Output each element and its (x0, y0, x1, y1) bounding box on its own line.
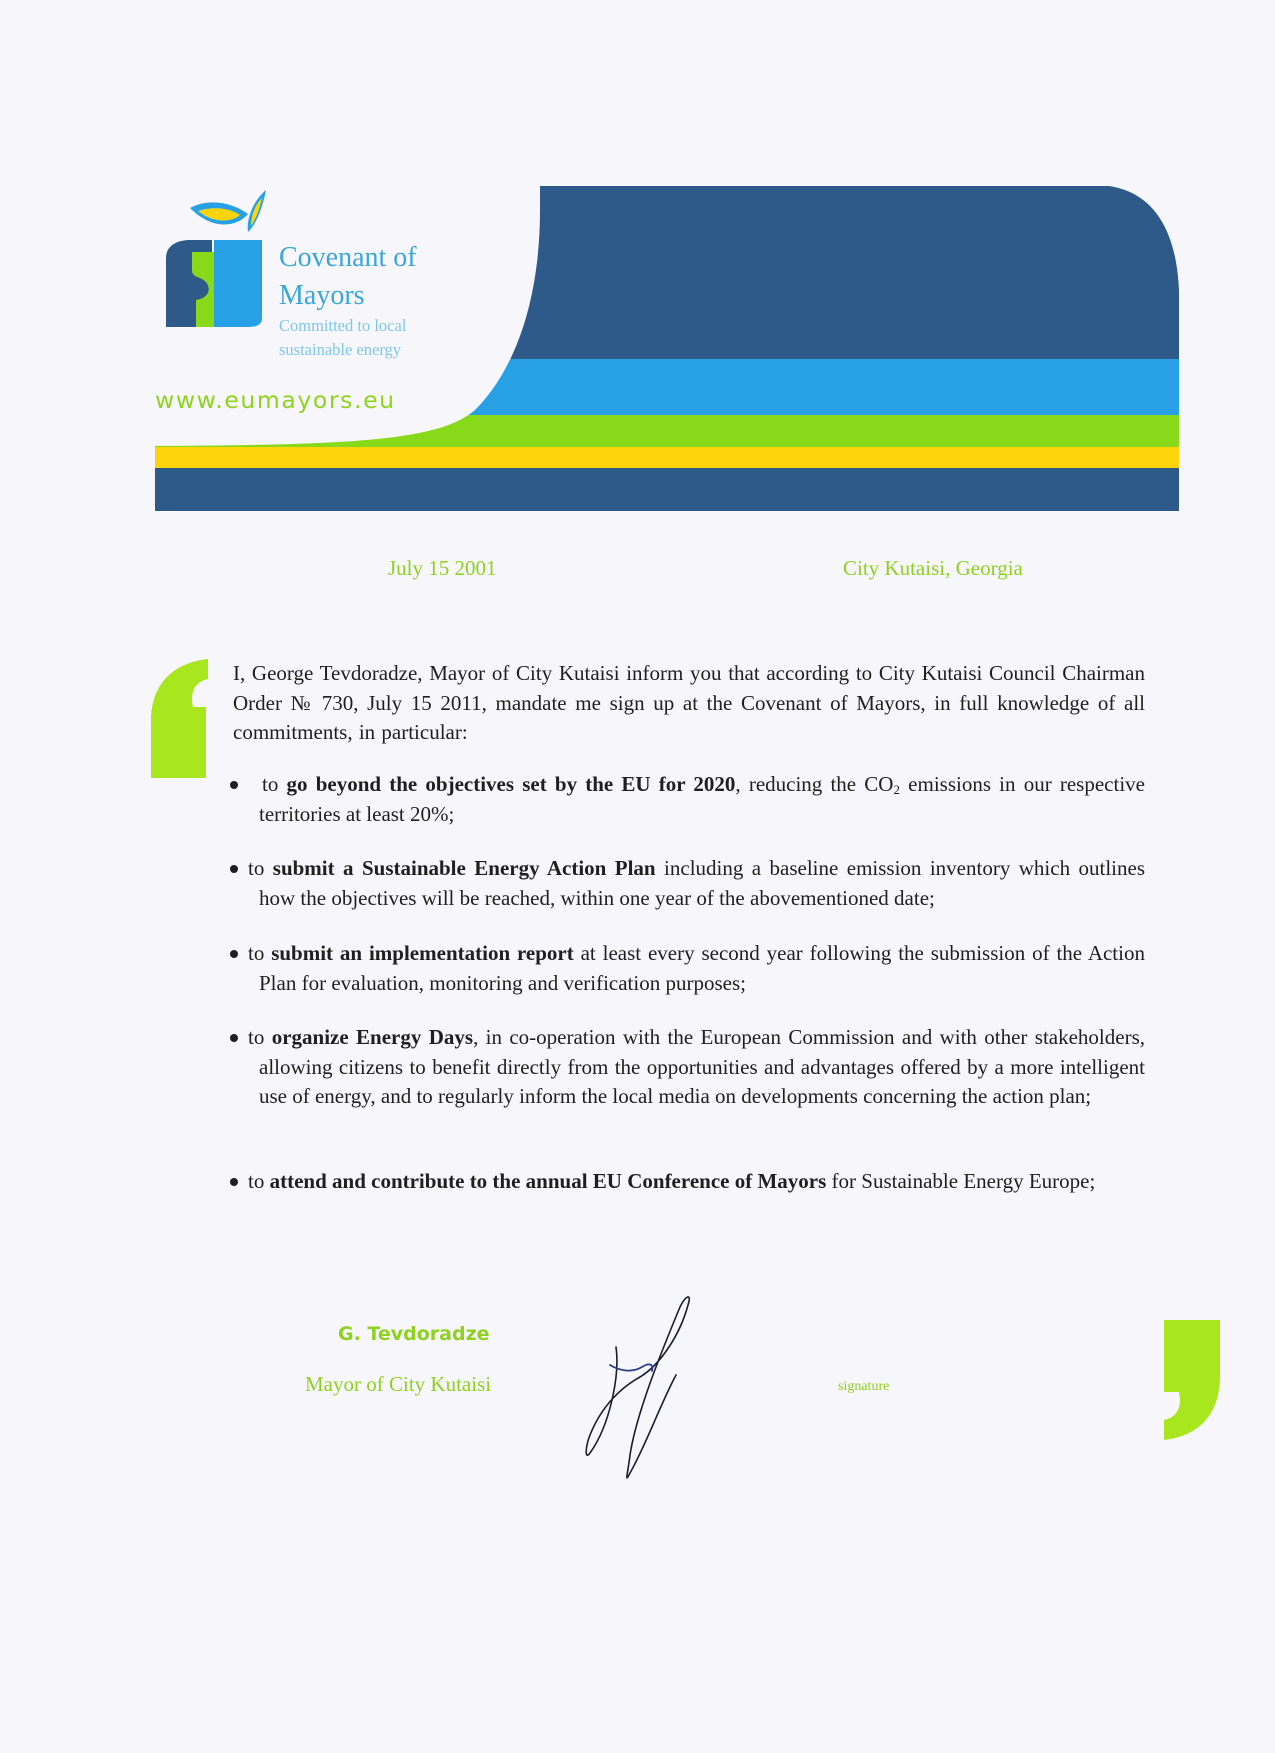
commitment-text: to attend and contribute to the annual EU Conference of Mayors for Sustainable Energy Europe; (248, 1169, 1096, 1193)
header-banner (0, 0, 1275, 520)
close-quote-icon (1160, 1318, 1224, 1442)
website-link[interactable]: www.eumayors.eu (155, 386, 396, 414)
banner-yellow-stripe (155, 447, 1179, 469)
handwritten-signature (580, 1295, 710, 1495)
logo-title-line2: Mayors (279, 280, 365, 311)
letter-place: City Kutaisi, Georgia (843, 556, 1023, 580)
open-quote-icon (148, 655, 212, 780)
letter-date: July 15 2001 (388, 556, 497, 580)
bullet-icon (230, 865, 238, 873)
bullet-icon (230, 1034, 238, 1042)
bullet-icon (230, 781, 238, 789)
commitment-text: to go beyond the objectives set by the EU for 2020, reducing the $CO_2$ emissions in our respective territories at least 20%; (259, 772, 1145, 826)
logo-tagline-line2: sustainable energy (279, 340, 402, 359)
signatory-name: G. Tevdoradze (338, 1323, 490, 1345)
logo-tagline-line1: Committed to local (279, 316, 407, 335)
commitment-text: to organize Energy Days, in co-operation with the European Commission and with other stakeholders, allowing citizens to benefit directly from the opportunities and advantages offered by a more intelligent use of energy, and to regularly inform the local media on developments concerning the action plan; (248, 1025, 1145, 1108)
logo-title-line1: Covenant of (279, 242, 417, 273)
commitment-text: to submit a Sustainable Energy Action Plan including a baseline emission inventory which outlines how the objectives will be reached, within one year of the abovementioned date; (248, 856, 1145, 910)
letter-intro: I, George Tevdoradze, Mayor of City Kutaisi inform you that according to City Kutaisi Council Chairman Order № 730, July 15 2011, mandate me sign up at the Covenant of Mayors, in full knowledge of all commitments, in particular: (233, 661, 1145, 744)
banner-bottom-band (155, 468, 1179, 511)
signatory-title: Mayor of City Kutaisi (305, 1372, 492, 1396)
bullet-icon (230, 1178, 238, 1186)
signature-label: signature (838, 1379, 890, 1394)
commitment-text: to submit an implementation report at least every second year following the submission of the Action Plan for evaluation, monitoring and verification purposes; (248, 941, 1145, 995)
bullet-icon (230, 950, 238, 958)
